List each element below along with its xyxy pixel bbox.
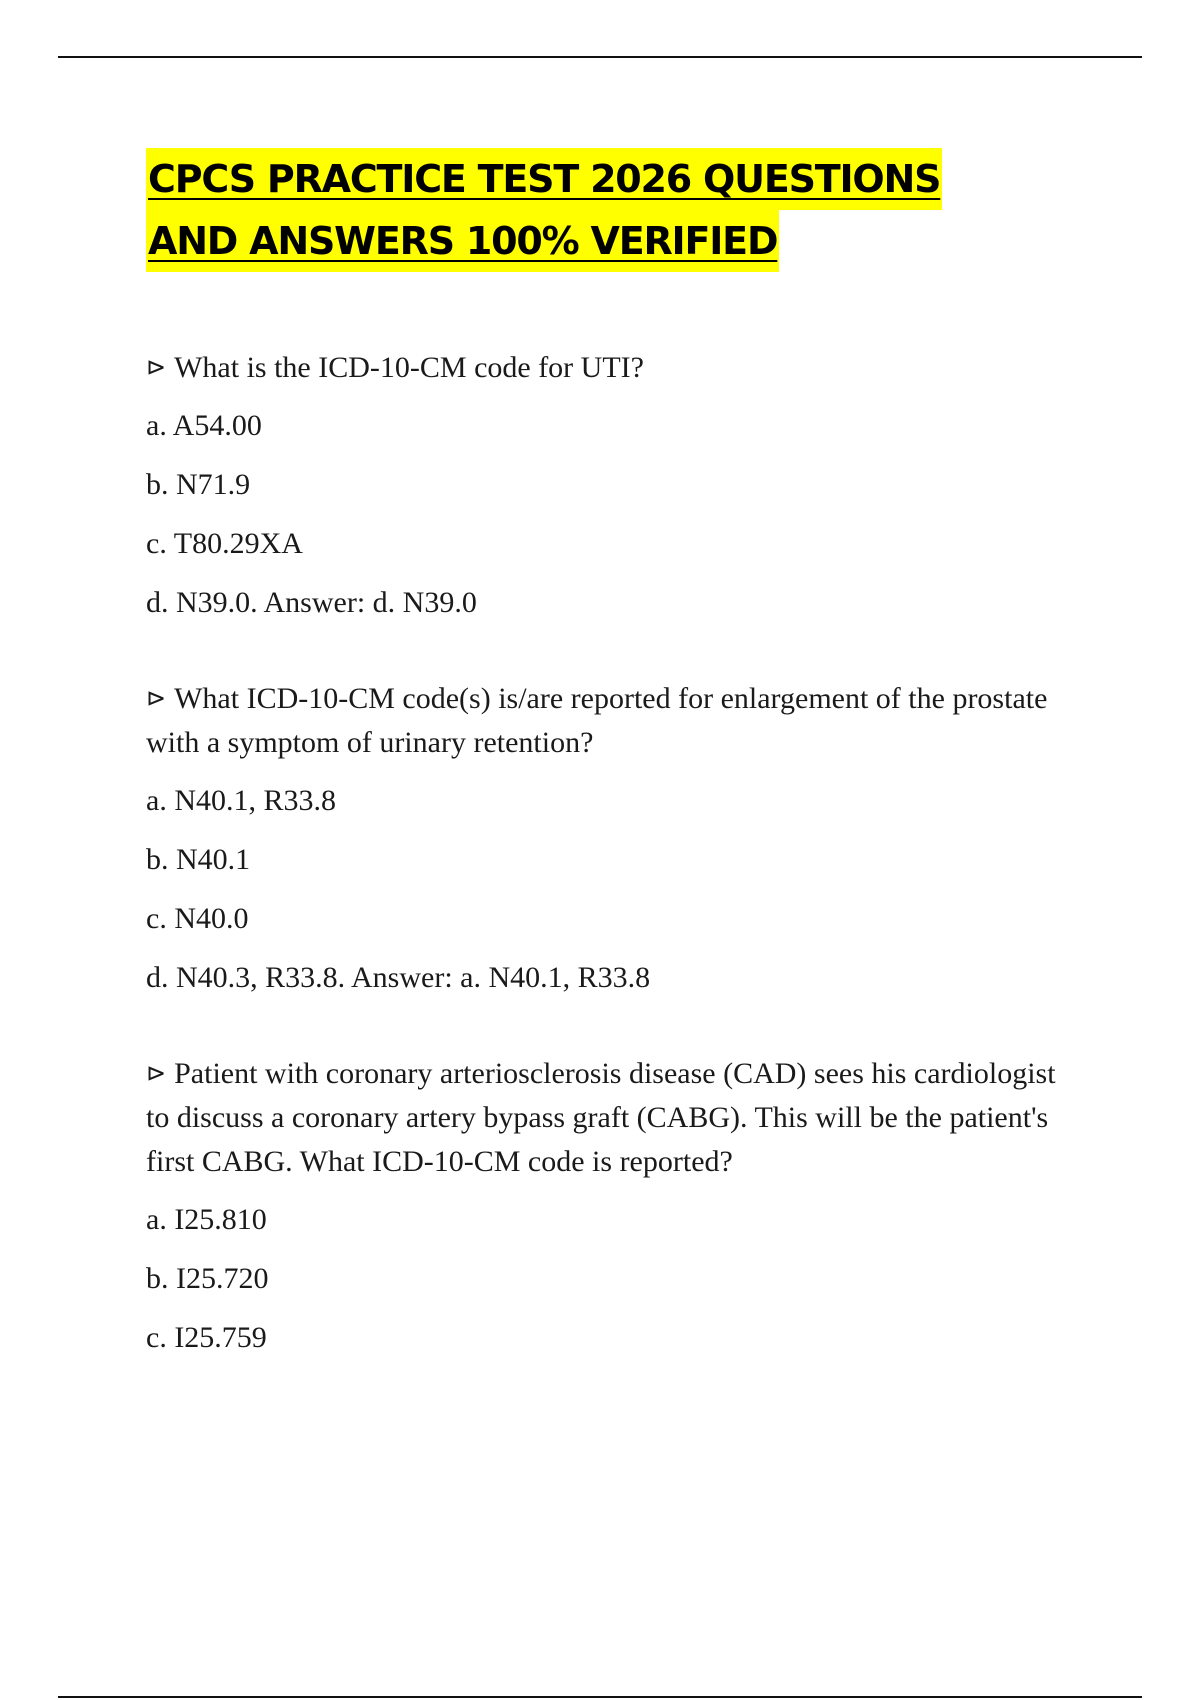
option-a: a. N40.1, R33.8: [146, 784, 336, 817]
option-b: b. I25.720: [146, 1262, 269, 1295]
question-block-1: [146, 346, 1086, 625]
title-line-2: AND ANSWERS 100% VERIFIED: [146, 210, 779, 272]
option-c: c. T80.29XA: [146, 527, 303, 560]
option-d-with-answer: d. N40.3, R33.8. Answer: a. N40.1, R33.8: [146, 961, 651, 994]
question-2: [146, 677, 1086, 765]
option-c: c. I25.759: [146, 1321, 267, 1354]
option-b: b. N40.1: [146, 843, 251, 876]
question-text: What ICD-10-CM code(s) is/are reported for enlargement of the prostate with a symptom of urinary retention?: [146, 682, 1048, 759]
triangle-marker-icon: ⊳: [146, 1061, 167, 1087]
footer-rule: [58, 1696, 1142, 1698]
triangle-marker-icon: ⊳: [146, 355, 167, 381]
option-b: b. N71.9: [146, 468, 251, 501]
header-rule: [58, 56, 1142, 58]
triangle-marker-icon: ⊳: [146, 686, 167, 712]
option-c: c. N40.0: [146, 902, 249, 935]
document-title: [146, 148, 942, 272]
option-a: a. A54.00: [146, 409, 262, 442]
question-block-2: [146, 677, 1086, 1000]
question-text: What is the ICD-10-CM code for UTI?: [174, 351, 644, 384]
option-d-with-answer: d. N39.0. Answer: d. N39.0: [146, 586, 477, 619]
question-1: [146, 346, 1086, 390]
question-text: Patient with coronary arteriosclerosis disease (CAD) sees his cardiologist to discuss a coronary artery bypass graft (CABG). This will be the patient's first CABG. What ICD-10-CM code is reported?: [146, 1057, 1056, 1178]
question-list: [146, 346, 1086, 1412]
question-block-3: [146, 1052, 1086, 1360]
title-line-1: CPCS PRACTICE TEST 2026 QUESTIONS: [146, 148, 942, 210]
option-a: a. I25.810: [146, 1203, 267, 1236]
question-3: [146, 1052, 1086, 1184]
